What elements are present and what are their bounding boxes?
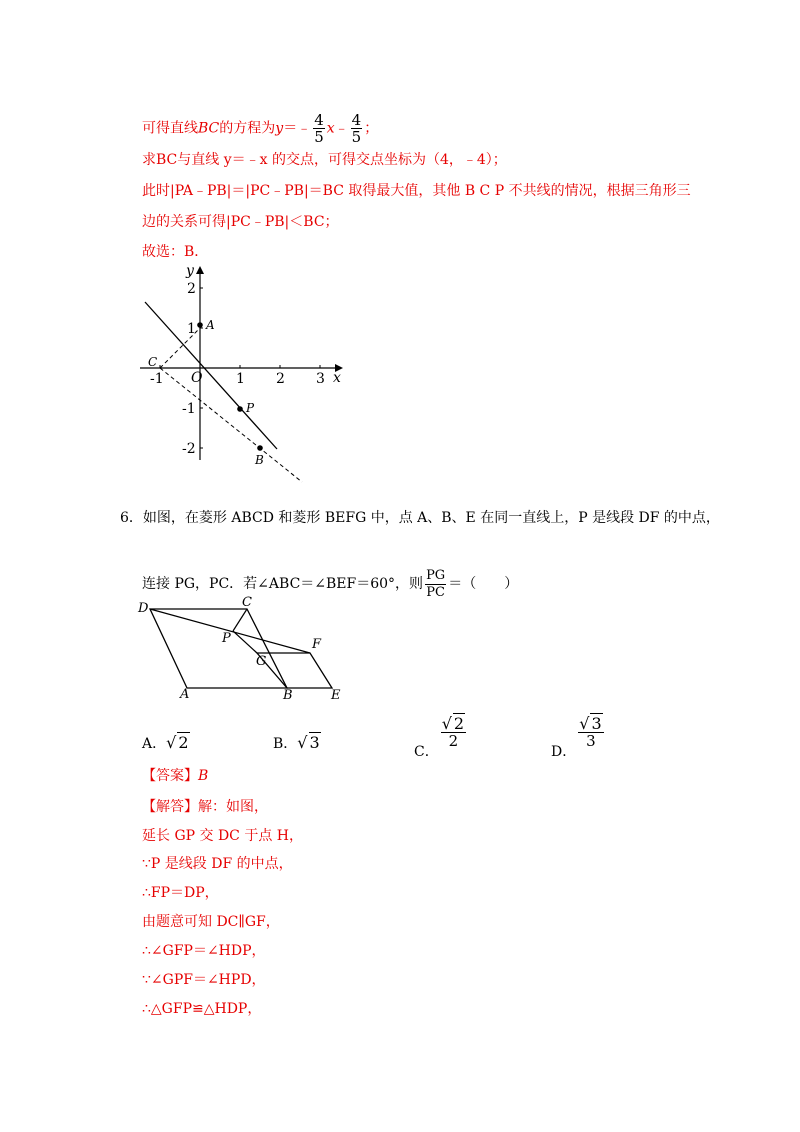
option-label: B． <box>273 736 298 752</box>
explanation-step: ∴∠GFP＝∠HDP， <box>142 943 266 959</box>
y-axis-arrow <box>196 266 204 274</box>
sqrt-3-num: √ 3 <box>579 714 602 733</box>
x-tick-label: 1 <box>236 371 245 387</box>
x-tick-label: -1 <box>150 371 164 387</box>
solution-line-3: 此时|PA﹣PB|＝|PC﹣PB|＝BC 取得最大值，其他 B C P 不共线的情况，根据三角形三 <box>142 183 691 199</box>
rhombus-befg <box>257 653 332 688</box>
text: 的方程为 <box>219 120 276 137</box>
segment-pc <box>233 609 247 631</box>
sqrt-3: √ 3 <box>297 733 320 752</box>
radicand: 2 <box>453 714 465 733</box>
denominator: 2 <box>448 732 459 750</box>
option-c[interactable] <box>414 714 468 760</box>
point-a <box>197 322 203 328</box>
x-tick-label: 2 <box>276 371 285 387</box>
label-b: B <box>283 688 293 703</box>
point-b-label: B <box>255 453 264 467</box>
denominator: PC <box>426 585 445 600</box>
y-tick-label: 2 <box>187 281 196 297</box>
solution-line-2: 求BC与直线 y＝﹣x 的交点，可得交点坐标为（4，﹣4）； <box>142 152 507 168</box>
explanation-step: 延长 GP 交 DC 于点 H， <box>142 828 303 844</box>
y-tick-label: 1 <box>187 321 196 337</box>
denominator: 5 <box>314 128 324 146</box>
text: 解：如图， <box>198 799 268 815</box>
explanation-step: ∴FP＝DP， <box>142 885 219 901</box>
answer-tag: 【答案】 <box>142 768 198 784</box>
fraction-sqrt2-2 <box>441 716 466 749</box>
rhombus-abcd <box>150 609 287 688</box>
label-c: C <box>242 595 252 610</box>
y-tick-label: -1 <box>182 401 196 417</box>
text: BC <box>198 120 220 137</box>
numerator: 4 <box>351 111 362 129</box>
option-a[interactable] <box>142 733 190 753</box>
numerator <box>578 716 603 732</box>
explanation-step: 由题意可知 DC∥GF， <box>142 914 280 930</box>
label-f: F <box>312 637 322 652</box>
radicand: 3 <box>591 714 602 733</box>
text: ＝（ ） <box>448 576 519 592</box>
rhombus-figure <box>135 596 355 701</box>
label-a: A <box>180 687 190 702</box>
label-d: D <box>138 601 149 616</box>
text: 可得直线 <box>142 120 198 137</box>
origin-label: O <box>191 370 203 386</box>
answer-value: B <box>198 768 209 784</box>
text: ； <box>364 120 379 137</box>
numerator: PG <box>426 568 446 583</box>
label-p: P <box>222 631 231 646</box>
text: 连接 PG，PC．若∠ABC＝∠BEF＝60°，则 <box>142 576 424 592</box>
point-p-label: P <box>246 401 255 415</box>
x-axis-label: x <box>333 370 341 386</box>
fraction-sqrt3-3 <box>578 716 603 749</box>
solution-line-5: 故选：B． <box>142 244 209 260</box>
point-p <box>237 406 243 412</box>
radicand: 2 <box>178 733 189 752</box>
coordinate-graph <box>135 262 355 487</box>
radicand: 3 <box>309 733 320 752</box>
fraction-4-5 <box>313 112 325 145</box>
denominator: 3 <box>586 732 596 750</box>
explanation-step: ∵P 是线段 DF 的中点， <box>142 856 293 872</box>
text: y <box>275 120 284 137</box>
denominator: 5 <box>351 128 362 146</box>
y-tick-label: -2 <box>182 441 196 457</box>
fraction-pg-pc <box>425 568 446 601</box>
question-6-line-1: 6．如图，在菱形 ABCD 和菱形 BEFG 中，点 A、B、E 在同一直线上，P 是线段 DF 的中点， <box>120 510 720 526</box>
text: ﹣ <box>334 120 349 137</box>
option-label: D． <box>551 743 577 760</box>
text: x <box>326 120 335 137</box>
option-label: A． <box>142 736 167 752</box>
explanation-step: ∵∠GPF＝∠HPD， <box>142 972 266 988</box>
point-c-label: C <box>148 355 158 369</box>
solution-line-1 <box>142 112 378 145</box>
option-label: C． <box>414 743 439 760</box>
point-b <box>257 445 263 451</box>
segment-pg <box>233 631 257 653</box>
answer-line <box>142 766 208 786</box>
label-e: E <box>331 688 341 703</box>
sqrt-2-num: √ 2 <box>441 714 465 733</box>
explanation-tag: 【解答】 <box>142 799 198 815</box>
explanation-line-intro <box>142 797 268 817</box>
numerator: 4 <box>314 111 324 129</box>
text: ＝﹣ <box>283 120 312 137</box>
x-tick-label: 3 <box>316 371 325 387</box>
point-a-label: A <box>206 318 215 332</box>
fraction-4-5-b <box>351 112 363 145</box>
y-axis-label: y <box>186 263 194 279</box>
explanation-step: ∴△GFP≌△HDP， <box>142 1001 262 1017</box>
solution-line-4: 边的关系可得|PC﹣PB|＜BC； <box>142 214 339 230</box>
option-d[interactable] <box>551 714 606 760</box>
numerator <box>441 716 466 732</box>
sqrt-2: √ 2 <box>166 733 189 752</box>
option-b[interactable] <box>273 733 321 753</box>
label-g: G <box>256 654 267 669</box>
